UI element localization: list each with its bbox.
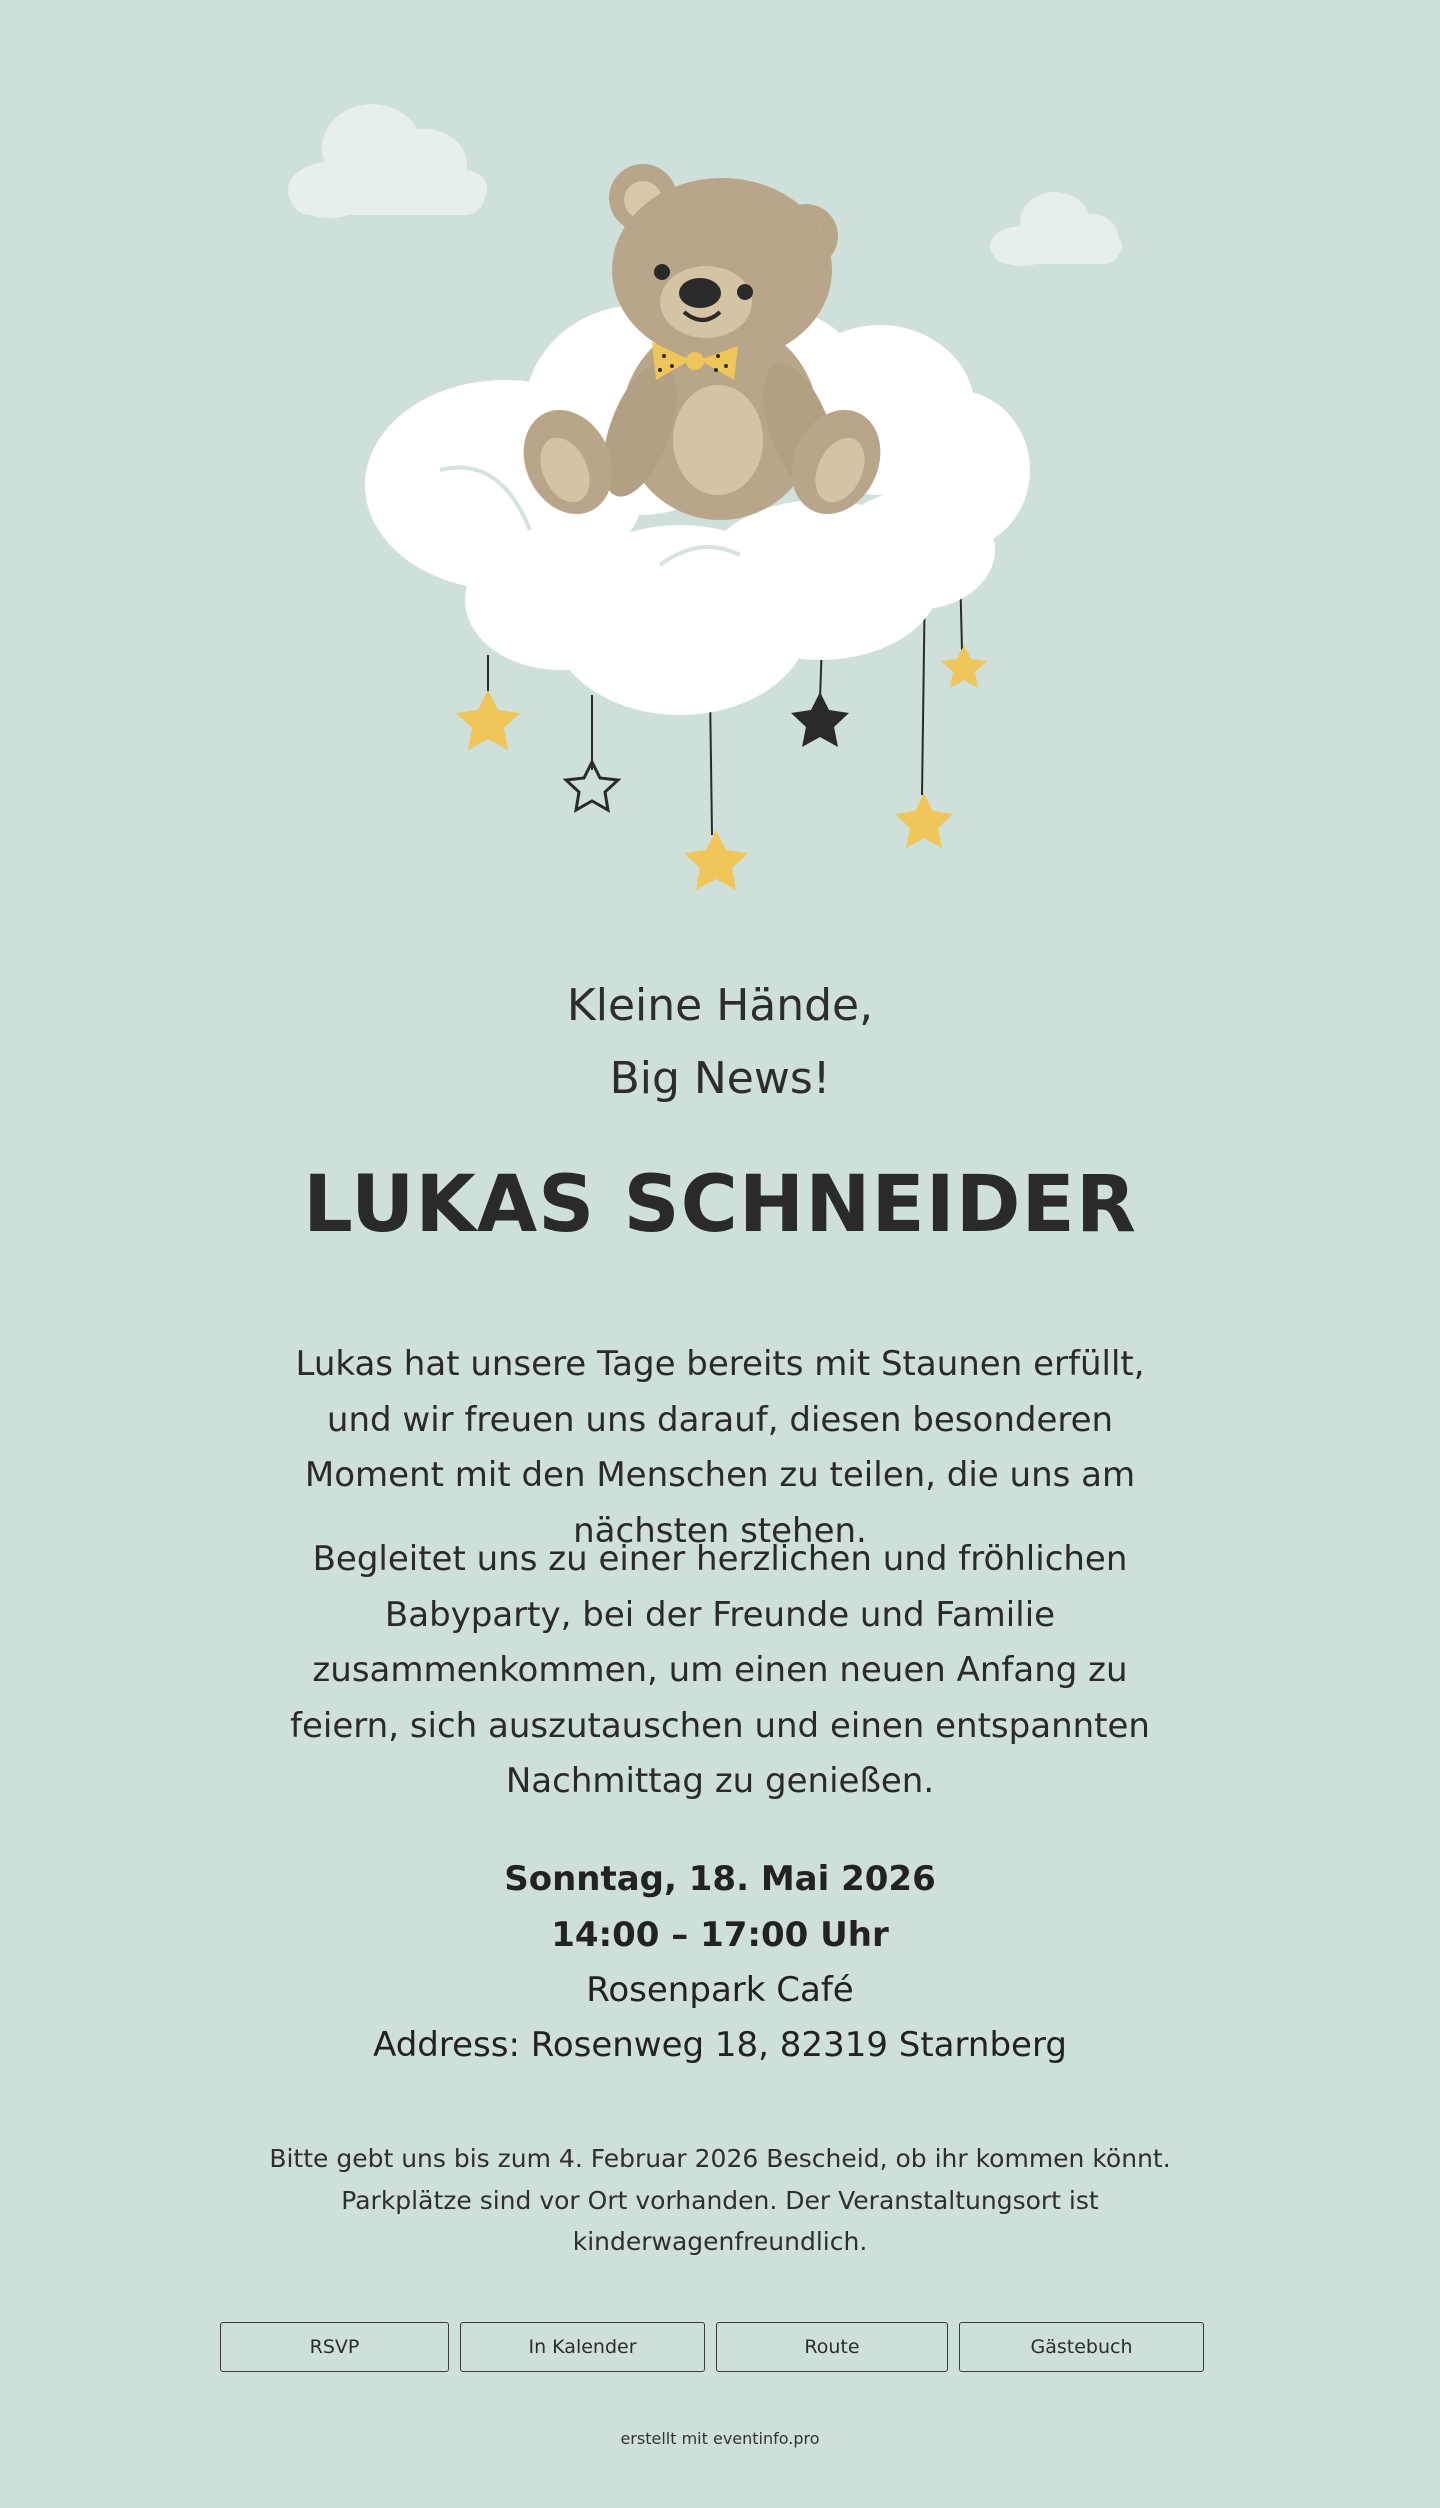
teddy-bear-cloud-illustration <box>0 0 1440 940</box>
invitation-paragraph: Begleitet uns zu einer herzlichen und fröhlichen Babyparty, bei der Freunde und Familie zusammenkommen, um einen neuen Anfang zu feiern, sich auszutauschen und einen entspannten Nachmittag zu genießen. <box>290 1539 1150 1801</box>
event-date: Sonntag, 18. Mai 2026 <box>504 1859 936 1899</box>
star-icon <box>456 690 520 750</box>
background-cloud-left <box>288 104 487 218</box>
rsvp-note: Bitte gebt uns bis zum 4. Februar 2026 Bescheid, ob ihr kommen könnt. Parkplätze sind vor Ort vorhanden. Der Veranstaltungsort ist kinderwagenfreundlich. <box>269 2144 1171 2256</box>
guestbook-button[interactable]: Gästebuch <box>959 2322 1204 2372</box>
event-address: Address: Rosenweg 18, 82319 Starnberg <box>373 2025 1067 2065</box>
subtitle-line-1: Kleine Hände, <box>566 980 874 1031</box>
rsvp-button[interactable]: RSVP <box>220 2322 449 2372</box>
event-venue: Rosenpark Café <box>586 1970 854 2010</box>
star-icon <box>684 830 748 890</box>
intro-paragraph: Lukas hat unsere Tage bereits mit Staunen erfüllt, und wir freuen uns darauf, diesen besonderen Moment mit den Menschen zu teilen, die uns am nächsten stehen. <box>295 1344 1145 1551</box>
add-to-calendar-button[interactable]: In Kalender <box>460 2322 705 2372</box>
star-icon <box>895 793 953 848</box>
route-button[interactable]: Route <box>716 2322 948 2372</box>
subtitle-line-2: Big News! <box>609 1053 831 1104</box>
star-icon <box>791 692 849 747</box>
footer-credit[interactable]: erstellt mit eventinfo.pro <box>620 2429 820 2448</box>
star-icon <box>941 645 987 688</box>
background-cloud-right <box>990 192 1122 266</box>
event-time: 14:00 – 17:00 Uhr <box>551 1915 889 1955</box>
baby-name-title: LUKAS SCHNEIDER <box>303 1160 1137 1250</box>
